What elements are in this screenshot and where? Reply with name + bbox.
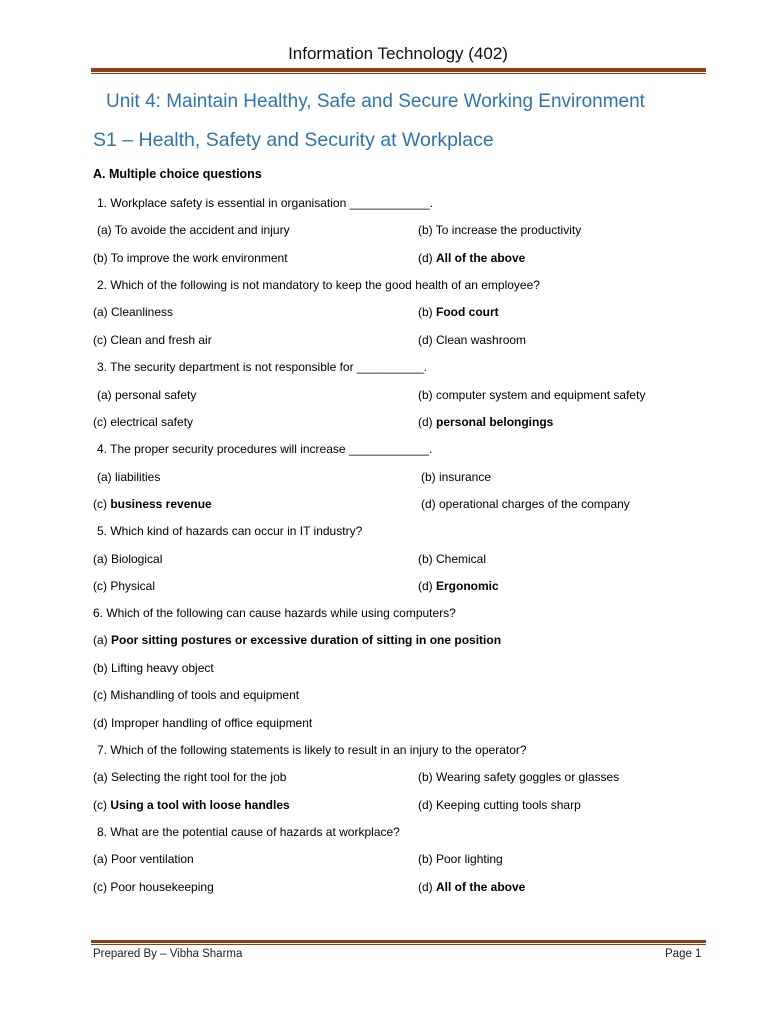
footer-rule — [91, 940, 706, 943]
q2-option-b: (b) Food court — [418, 305, 499, 319]
q6-option-b: (b) Lifting heavy object — [93, 661, 214, 675]
footer-rule-thin — [91, 944, 706, 945]
q7-option-c: (c) Using a tool with loose handles — [93, 798, 290, 812]
q6-option-d: (d) Improper handling of office equipment — [93, 716, 313, 730]
q7-answer: Using a tool with loose handles — [110, 798, 290, 812]
footer-page-number: Page 1 — [665, 948, 702, 960]
question-3: 3. The security department is not responsible for __________. — [97, 360, 427, 374]
q7-option-b: (b) Wearing safety goggles or glasses — [418, 770, 620, 784]
q8-answer: All of the above — [436, 880, 526, 894]
q4-option-a: (a) liabilities — [97, 470, 161, 484]
question-6: 6. Which of the following can cause hazards while using computers? — [93, 606, 456, 620]
q5-option-c: (c) Physical — [93, 579, 156, 593]
question-2: 2. Which of the following is not mandatory to keep the good health of an employee? — [97, 278, 540, 292]
q3-option-d: (d) personal belongings — [418, 415, 554, 429]
q6-option-a: (a) Poor sitting postures or excessive duration of sitting in one position — [93, 633, 502, 647]
q1-option-d: (d) All of the above — [418, 251, 526, 265]
q2-option-c: (c) Clean and fresh air — [93, 333, 212, 347]
question-8: 8. What are the potential cause of hazards at workplace? — [97, 825, 400, 839]
q3-option-a: (a) personal safety — [97, 388, 197, 402]
document-header-title: Information Technology (402) — [288, 44, 508, 63]
section-title: S1 – Health, Safety and Security at Workplace — [93, 129, 494, 151]
q4-answer: business revenue — [110, 497, 212, 511]
header-rule — [91, 68, 706, 72]
q6-option-c: (c) Mishandling of tools and equipment — [93, 688, 300, 702]
q1-answer: All of the above — [436, 251, 526, 265]
q7-option-a: (a) Selecting the right tool for the job — [93, 770, 287, 784]
q1-option-a: (a) To avoide the accident and injury — [97, 223, 290, 237]
q2-answer: Food court — [436, 305, 499, 319]
q3-option-b: (b) computer system and equipment safety — [418, 388, 646, 402]
q8-option-c: (c) Poor housekeeping — [93, 880, 214, 894]
q5-option-a: (a) Biological — [93, 552, 163, 566]
question-1: 1. Workplace safety is essential in organisation ____________. — [97, 196, 433, 210]
q7-option-d: (d) Keeping cutting tools sharp — [418, 798, 581, 812]
q3-answer: personal belongings — [436, 415, 554, 429]
q4-option-d: (d) operational charges of the company — [421, 497, 630, 511]
question-5: 5. Which kind of hazards can occur in IT industry? — [97, 524, 363, 538]
q3-option-c: (c) electrical safety — [93, 415, 194, 429]
q4-option-c: (c) business revenue — [93, 497, 212, 511]
question-7: 7. Which of the following statements is likely to result in an injury to the operator? — [97, 743, 527, 757]
q5-option-b: (b) Chemical — [418, 552, 487, 566]
q1-option-c: (b) To improve the work environment — [93, 251, 288, 265]
q8-option-a: (a) Poor ventilation — [93, 852, 194, 866]
q8-option-d: (d) All of the above — [418, 880, 526, 894]
question-4: 4. The proper security procedures will increase ____________. — [97, 442, 433, 456]
q5-option-d: (d) Ergonomic — [418, 579, 499, 593]
sub-heading: A. Multiple choice questions — [93, 167, 262, 181]
header-rule-thin — [91, 73, 706, 74]
q1-option-b: (b) To increase the productivity — [418, 223, 582, 237]
q4-option-b: (b) insurance — [421, 470, 492, 484]
q2-option-a: (a) Cleanliness — [93, 305, 174, 319]
q5-answer: Ergonomic — [436, 579, 499, 593]
q2-option-d: (d) Clean washroom — [418, 333, 527, 347]
q8-option-b: (b) Poor lighting — [418, 852, 503, 866]
unit-title: Unit 4: Maintain Healthy, Safe and Secure Working Environment — [106, 91, 645, 112]
footer-author: Prepared By – Vibha Sharma — [93, 948, 243, 960]
q6-answer: Poor sitting postures or excessive duration of sitting in one position — [111, 633, 502, 647]
